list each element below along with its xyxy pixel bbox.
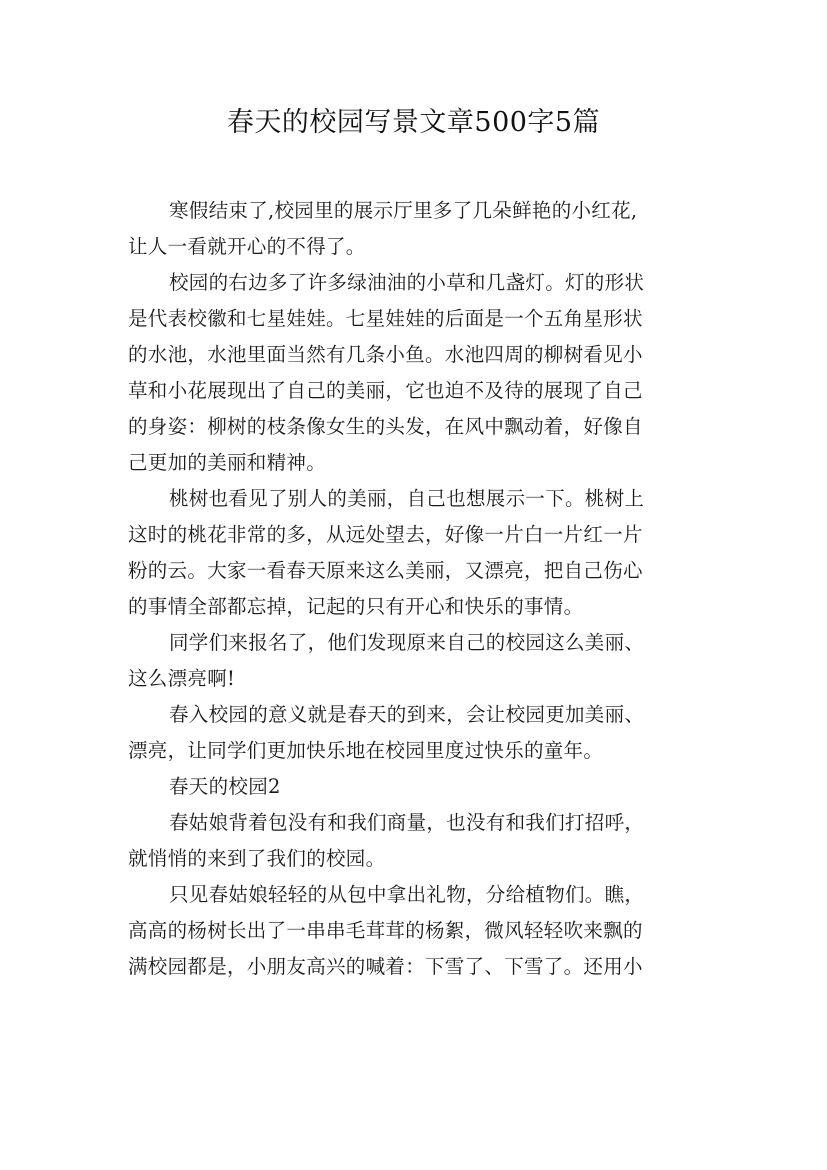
text-line: 的身姿：柳树的枝条像女生的头发，在风中飘动着，好像自	[128, 415, 643, 438]
text-line: 桃树也看见了别人的美丽，自己也想展示一下。桃树上	[169, 487, 645, 510]
text-line: 同学们来报名了，他们发现原来自己的校园这么美丽、	[169, 631, 645, 654]
text-line: 是代表校徽和七星娃娃。七星娃娃的后面是一个五角星形状	[128, 307, 643, 330]
section-heading: 春天的校园2	[169, 775, 281, 798]
text-line: 这么漂亮啊!	[128, 667, 236, 690]
text-line: 春入校园的意义就是春天的到来，会让校园更加美丽、	[169, 703, 645, 726]
document-body	[128, 193, 706, 985]
text-line: 这时的桃花非常的多，从远处望去，好像一片白一片红一片	[128, 523, 643, 546]
text-line: 让人一看就开心的不得了。	[128, 235, 366, 258]
text-line: 春姑娘背着包没有和我们商量，也没有和我们打招呼，	[169, 811, 645, 834]
text-line: 寒假结束了,校园里的展示厅里多了几朵鲜艳的小红花,	[169, 199, 638, 222]
text-line: 校园的右边多了许多绿油油的小草和几盏灯。灯的形状	[169, 271, 645, 294]
text-line: 就悄悄的来到了我们的校园。	[128, 847, 386, 870]
text-line: 只见春姑娘轻轻的从包中拿出礼物，分给植物们。瞧，	[169, 883, 645, 906]
text-line: 高高的杨树长出了一串串毛茸茸的杨絮，微风轻轻吹来飘的	[128, 919, 643, 942]
text-line: 漂亮，让同学们更加快乐地在校园里度过快乐的童年。	[128, 739, 604, 762]
text-line: 满校园都是，小朋友高兴的喊着：下雪了、下雪了。还用小	[128, 955, 643, 978]
text-line: 粉的云。大家一看春天原来这么美丽，又漂亮，把自己伤心	[128, 559, 643, 582]
text-line: 的水池，水池里面当然有几条小鱼。水池四周的柳树看见小	[128, 343, 643, 366]
text-line: 己更加的美丽和精神。	[128, 451, 327, 474]
document-title: 春天的校园写景文章500字5篇	[226, 107, 601, 138]
text-line: 的事情全部都忘掉，记起的只有开心和快乐的事情。	[128, 595, 584, 618]
text-line: 草和小花展现出了自己的美丽，它也迫不及待的展现了自己	[128, 379, 643, 402]
